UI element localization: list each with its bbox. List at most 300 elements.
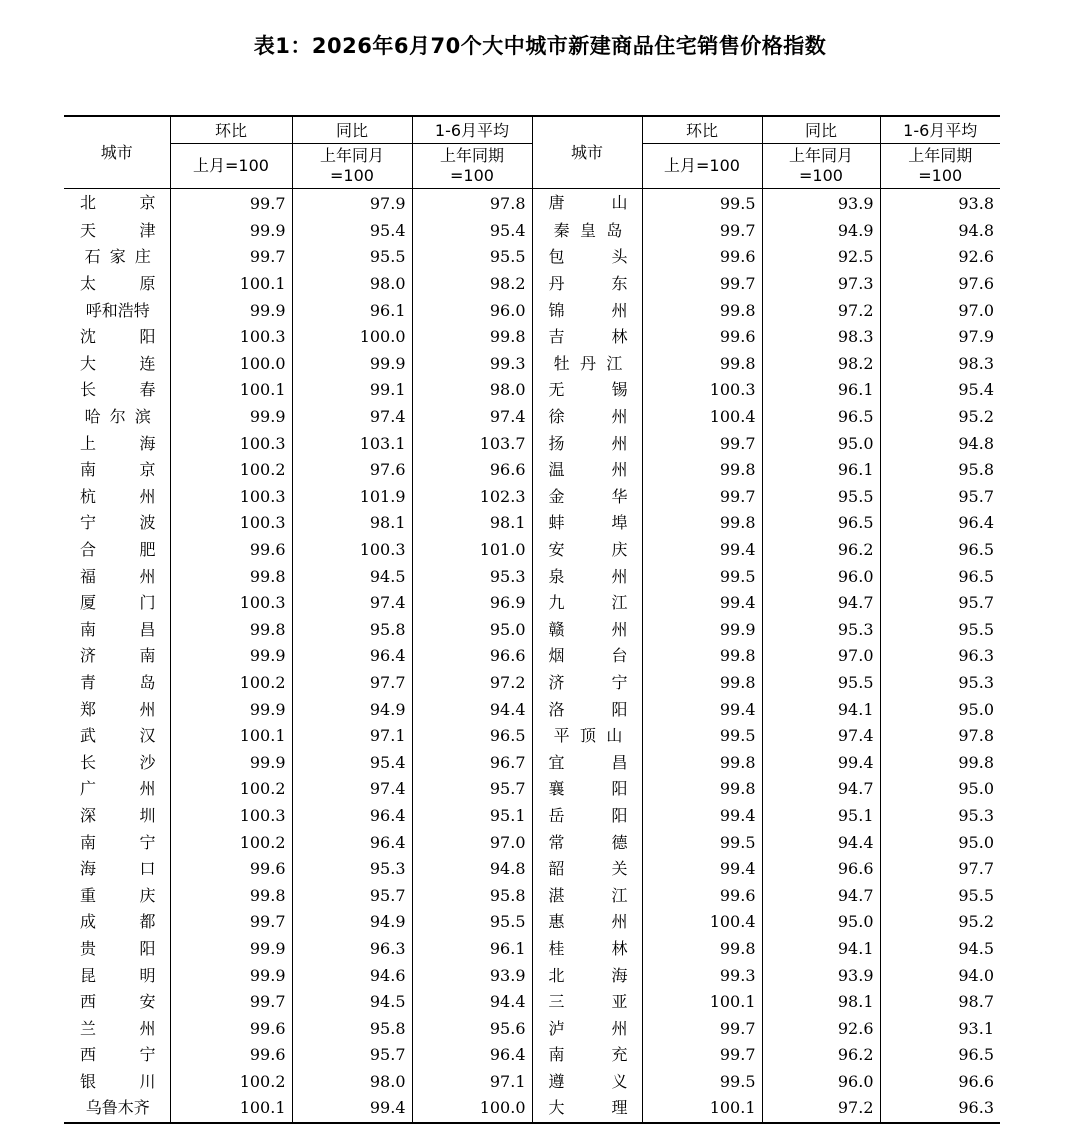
city-cell-left xyxy=(64,404,170,431)
city-cell-right xyxy=(532,189,642,218)
table-row xyxy=(64,351,1000,378)
header-city-left: 城市 xyxy=(64,116,170,189)
avg-value-left: 97.0 xyxy=(412,829,532,856)
avg-value-right: 95.7 xyxy=(880,590,1000,617)
avg-value-left: 96.7 xyxy=(412,749,532,776)
mom-value-left: 100.0 xyxy=(170,351,292,378)
mom-value-right: 99.6 xyxy=(642,324,762,351)
avg-value-left: 95.6 xyxy=(412,1015,532,1042)
header-avg-right: 1-6月平均 xyxy=(880,116,1000,144)
table-row xyxy=(64,962,1000,989)
yoy-value-left: 96.4 xyxy=(292,643,412,670)
yoy-value-left: 95.7 xyxy=(292,1042,412,1069)
avg-value-left: 95.5 xyxy=(412,909,532,936)
city-cell-right xyxy=(532,1015,642,1042)
city-name: 岳 阳 xyxy=(548,805,628,825)
mom-value-right: 100.1 xyxy=(642,1095,762,1123)
yoy-value-right: 94.9 xyxy=(762,218,880,245)
city-cell-right xyxy=(532,723,642,750)
city-cell-right xyxy=(532,351,642,378)
yoy-value-right: 96.5 xyxy=(762,404,880,431)
city-name: 西 宁 xyxy=(80,1045,156,1065)
city-name: 北 海 xyxy=(548,965,628,985)
yoy-value-right: 97.0 xyxy=(762,643,880,670)
city-name: 襄 阳 xyxy=(548,779,628,799)
header-yoy-left: 同比 xyxy=(292,116,412,144)
avg-value-right: 97.0 xyxy=(880,297,1000,324)
yoy-value-right: 96.6 xyxy=(762,856,880,883)
city-cell-right xyxy=(532,936,642,963)
city-name: 三 亚 xyxy=(548,992,628,1012)
yoy-value-right: 97.3 xyxy=(762,271,880,298)
city-cell-right xyxy=(532,882,642,909)
avg-value-left: 97.8 xyxy=(412,189,532,218)
avg-value-right: 97.6 xyxy=(880,271,1000,298)
mom-value-left: 99.8 xyxy=(170,882,292,909)
city-cell-left xyxy=(64,803,170,830)
avg-value-right: 97.9 xyxy=(880,324,1000,351)
yoy-value-left: 95.5 xyxy=(292,244,412,271)
avg-value-left: 102.3 xyxy=(412,484,532,511)
avg-value-left: 94.4 xyxy=(412,696,532,723)
city-cell-left xyxy=(64,882,170,909)
yoy-value-right: 96.2 xyxy=(762,537,880,564)
table-row xyxy=(64,457,1000,484)
city-name: 丹 东 xyxy=(548,274,628,294)
city-cell-right xyxy=(532,271,642,298)
city-cell-left xyxy=(64,537,170,564)
avg-value-right: 95.3 xyxy=(880,670,1000,697)
avg-value-right: 96.5 xyxy=(880,1042,1000,1069)
mom-value-left: 99.7 xyxy=(170,244,292,271)
city-cell-right xyxy=(532,829,642,856)
mom-value-left: 99.9 xyxy=(170,297,292,324)
avg-value-left: 95.3 xyxy=(412,563,532,590)
mom-value-right: 99.4 xyxy=(642,803,762,830)
table-row xyxy=(64,723,1000,750)
city-name: 韶 关 xyxy=(548,859,628,879)
city-cell-right xyxy=(532,803,642,830)
avg-value-left: 98.2 xyxy=(412,271,532,298)
yoy-value-left: 98.1 xyxy=(292,510,412,537)
mom-value-right: 99.5 xyxy=(642,563,762,590)
yoy-value-left: 96.1 xyxy=(292,297,412,324)
yoy-value-right: 96.0 xyxy=(762,563,880,590)
yoy-value-right: 97.2 xyxy=(762,297,880,324)
table-row xyxy=(64,617,1000,644)
mom-value-left: 100.1 xyxy=(170,723,292,750)
yoy-value-right: 96.1 xyxy=(762,457,880,484)
yoy-value-right: 95.0 xyxy=(762,430,880,457)
city-cell-left xyxy=(64,989,170,1016)
yoy-value-left: 98.0 xyxy=(292,1069,412,1096)
mom-value-right: 99.5 xyxy=(642,723,762,750)
city-cell-right xyxy=(532,244,642,271)
header-avg-left: 1-6月平均 xyxy=(412,116,532,144)
avg-value-left: 94.8 xyxy=(412,856,532,883)
city-cell-left xyxy=(64,696,170,723)
city-cell-left xyxy=(64,510,170,537)
mom-value-left: 99.8 xyxy=(170,617,292,644)
avg-value-left: 97.2 xyxy=(412,670,532,697)
yoy-value-left: 97.4 xyxy=(292,590,412,617)
city-cell-right xyxy=(532,1095,642,1123)
city-cell-left xyxy=(64,297,170,324)
city-name: 西 安 xyxy=(80,992,156,1012)
avg-value-right: 95.7 xyxy=(880,484,1000,511)
mom-value-left: 99.9 xyxy=(170,404,292,431)
city-name: 上 海 xyxy=(80,433,156,453)
yoy-value-right: 94.7 xyxy=(762,776,880,803)
city-cell-left xyxy=(64,776,170,803)
city-cell-right xyxy=(532,484,642,511)
mom-value-left: 99.9 xyxy=(170,962,292,989)
city-name: 唐 山 xyxy=(548,193,628,213)
yoy-value-right: 97.2 xyxy=(762,1095,880,1123)
city-name: 常 德 xyxy=(548,832,628,852)
mom-value-right: 99.5 xyxy=(642,189,762,218)
yoy-value-left: 94.5 xyxy=(292,563,412,590)
city-name: 乌鲁木齐 xyxy=(85,1098,150,1118)
subheader-yoy-right-line2: =100 xyxy=(799,166,843,185)
city-cell-right xyxy=(532,643,642,670)
yoy-value-left: 97.7 xyxy=(292,670,412,697)
city-cell-right xyxy=(532,776,642,803)
yoy-value-right: 99.4 xyxy=(762,749,880,776)
city-cell-left xyxy=(64,563,170,590)
city-cell-right xyxy=(532,909,642,936)
city-name: 深 圳 xyxy=(80,805,156,825)
city-cell-left xyxy=(64,829,170,856)
city-name: 烟 台 xyxy=(548,646,628,666)
table-row xyxy=(64,909,1000,936)
city-cell-right xyxy=(532,563,642,590)
yoy-value-left: 95.3 xyxy=(292,856,412,883)
yoy-value-left: 94.6 xyxy=(292,962,412,989)
yoy-value-right: 95.5 xyxy=(762,670,880,697)
table-row xyxy=(64,989,1000,1016)
mom-value-right: 99.5 xyxy=(642,829,762,856)
city-cell-right xyxy=(532,696,642,723)
mom-value-left: 100.3 xyxy=(170,510,292,537)
city-cell-left xyxy=(64,856,170,883)
city-cell-left xyxy=(64,189,170,218)
city-cell-right xyxy=(532,404,642,431)
yoy-value-left: 95.8 xyxy=(292,1015,412,1042)
table-body xyxy=(64,189,1000,1123)
mom-value-left: 100.2 xyxy=(170,1069,292,1096)
table-row xyxy=(64,218,1000,245)
avg-value-left: 95.7 xyxy=(412,776,532,803)
city-cell-left xyxy=(64,1015,170,1042)
city-cell-right xyxy=(532,324,642,351)
yoy-value-left: 99.9 xyxy=(292,351,412,378)
table-row xyxy=(64,670,1000,697)
avg-value-right: 93.1 xyxy=(880,1015,1000,1042)
mom-value-right: 99.8 xyxy=(642,670,762,697)
avg-value-left: 98.1 xyxy=(412,510,532,537)
subheader-avg-left-line1: 上年同期 xyxy=(439,146,504,165)
yoy-value-right: 94.4 xyxy=(762,829,880,856)
city-name: 济 宁 xyxy=(548,672,628,692)
city-name: 南 充 xyxy=(548,1045,628,1065)
table-row xyxy=(64,882,1000,909)
city-cell-right xyxy=(532,590,642,617)
mom-value-right: 99.8 xyxy=(642,351,762,378)
header-mom-left: 环比 xyxy=(170,116,292,144)
subheader-yoy-left-line1: 上年同月 xyxy=(319,146,384,165)
yoy-value-left: 95.4 xyxy=(292,218,412,245)
avg-value-left: 95.1 xyxy=(412,803,532,830)
city-cell-left xyxy=(64,909,170,936)
subheader-mom-right: 上月=100 xyxy=(642,144,762,189)
mom-value-right: 99.8 xyxy=(642,936,762,963)
table-row xyxy=(64,1015,1000,1042)
avg-value-left: 103.7 xyxy=(412,430,532,457)
city-name: 南 昌 xyxy=(80,619,156,639)
city-cell-left xyxy=(64,962,170,989)
avg-value-right: 96.5 xyxy=(880,537,1000,564)
avg-value-right: 95.3 xyxy=(880,803,1000,830)
yoy-value-left: 100.0 xyxy=(292,324,412,351)
city-cell-left xyxy=(64,723,170,750)
mom-value-left: 100.1 xyxy=(170,1095,292,1123)
avg-value-right: 98.7 xyxy=(880,989,1000,1016)
yoy-value-right: 94.1 xyxy=(762,936,880,963)
avg-value-right: 95.5 xyxy=(880,617,1000,644)
table-row xyxy=(64,563,1000,590)
avg-value-left: 95.4 xyxy=(412,218,532,245)
avg-value-left: 99.3 xyxy=(412,351,532,378)
avg-value-right: 98.3 xyxy=(880,351,1000,378)
subheader-yoy-left xyxy=(292,144,412,189)
table-row xyxy=(64,776,1000,803)
mom-value-left: 99.9 xyxy=(170,749,292,776)
table-row xyxy=(64,1042,1000,1069)
city-name: 郑 州 xyxy=(80,699,156,719)
mom-value-left: 99.9 xyxy=(170,936,292,963)
city-name: 重 庆 xyxy=(80,885,156,905)
city-cell-left xyxy=(64,377,170,404)
mom-value-left: 100.2 xyxy=(170,457,292,484)
city-name: 徐 州 xyxy=(548,407,628,427)
city-cell-right xyxy=(532,617,642,644)
table-row xyxy=(64,856,1000,883)
avg-value-right: 94.0 xyxy=(880,962,1000,989)
mom-value-left: 99.7 xyxy=(170,189,292,218)
city-name: 长 沙 xyxy=(80,752,156,772)
city-name: 蚌 埠 xyxy=(548,513,628,533)
avg-value-right: 92.6 xyxy=(880,244,1000,271)
subheader-yoy-right xyxy=(762,144,880,189)
city-name: 湛 江 xyxy=(548,885,628,905)
avg-value-left: 96.9 xyxy=(412,590,532,617)
city-name: 秦 皇 岛 xyxy=(553,220,623,240)
city-name: 海 口 xyxy=(80,859,156,879)
city-name: 无 锡 xyxy=(548,380,628,400)
yoy-value-left: 96.3 xyxy=(292,936,412,963)
avg-value-right: 95.0 xyxy=(880,829,1000,856)
avg-value-left: 97.1 xyxy=(412,1069,532,1096)
table-row xyxy=(64,484,1000,511)
yoy-value-left: 97.9 xyxy=(292,189,412,218)
avg-value-left: 95.8 xyxy=(412,882,532,909)
city-cell-right xyxy=(532,962,642,989)
table-row xyxy=(64,590,1000,617)
city-cell-left xyxy=(64,430,170,457)
yoy-value-right: 93.9 xyxy=(762,962,880,989)
yoy-value-right: 92.5 xyxy=(762,244,880,271)
city-name: 桂 林 xyxy=(548,938,628,958)
table-row xyxy=(64,244,1000,271)
city-cell-left xyxy=(64,457,170,484)
table-row xyxy=(64,749,1000,776)
mom-value-right: 99.8 xyxy=(642,297,762,324)
city-name: 青 岛 xyxy=(80,672,156,692)
yoy-value-left: 98.0 xyxy=(292,271,412,298)
city-name: 平 顶 山 xyxy=(553,726,623,746)
mom-value-right: 99.7 xyxy=(642,430,762,457)
avg-value-right: 95.0 xyxy=(880,696,1000,723)
avg-value-right: 96.3 xyxy=(880,1095,1000,1123)
header-city-right: 城市 xyxy=(532,116,642,189)
city-cell-left xyxy=(64,271,170,298)
mom-value-left: 100.3 xyxy=(170,590,292,617)
mom-value-right: 99.6 xyxy=(642,244,762,271)
subheader-avg-right-line2: =100 xyxy=(918,166,963,185)
yoy-value-right: 97.4 xyxy=(762,723,880,750)
city-name: 厦 门 xyxy=(80,593,156,613)
yoy-value-right: 95.0 xyxy=(762,909,880,936)
avg-value-right: 95.2 xyxy=(880,404,1000,431)
city-name: 宁 波 xyxy=(80,513,156,533)
yoy-value-left: 97.6 xyxy=(292,457,412,484)
mom-value-right: 99.8 xyxy=(642,749,762,776)
yoy-value-right: 92.6 xyxy=(762,1015,880,1042)
avg-value-left: 95.5 xyxy=(412,244,532,271)
mom-value-right: 100.1 xyxy=(642,989,762,1016)
city-cell-right xyxy=(532,1069,642,1096)
yoy-value-right: 98.2 xyxy=(762,351,880,378)
avg-value-right: 95.0 xyxy=(880,776,1000,803)
yoy-value-right: 93.9 xyxy=(762,189,880,218)
city-cell-left xyxy=(64,1069,170,1096)
mom-value-left: 100.2 xyxy=(170,829,292,856)
avg-value-right: 97.8 xyxy=(880,723,1000,750)
mom-value-left: 100.2 xyxy=(170,670,292,697)
avg-value-right: 96.4 xyxy=(880,510,1000,537)
mom-value-left: 100.1 xyxy=(170,271,292,298)
mom-value-left: 100.3 xyxy=(170,430,292,457)
avg-value-left: 93.9 xyxy=(412,962,532,989)
yoy-value-left: 99.1 xyxy=(292,377,412,404)
mom-value-left: 100.1 xyxy=(170,377,292,404)
city-name: 石 家 庄 xyxy=(84,247,151,267)
mom-value-left: 99.9 xyxy=(170,696,292,723)
city-name: 安 庆 xyxy=(548,540,628,560)
avg-value-left: 99.8 xyxy=(412,324,532,351)
table-row xyxy=(64,297,1000,324)
city-name: 宜 昌 xyxy=(548,752,628,772)
city-name: 包 头 xyxy=(548,247,628,267)
city-name: 大 理 xyxy=(548,1098,628,1118)
yoy-value-left: 94.9 xyxy=(292,696,412,723)
city-name: 泉 州 xyxy=(548,566,628,586)
avg-value-right: 96.5 xyxy=(880,563,1000,590)
city-name: 长 春 xyxy=(80,380,156,400)
avg-value-right: 94.8 xyxy=(880,430,1000,457)
city-cell-left xyxy=(64,484,170,511)
header-yoy-right: 同比 xyxy=(762,116,880,144)
table-row xyxy=(64,510,1000,537)
city-cell-right xyxy=(532,218,642,245)
yoy-value-left: 101.9 xyxy=(292,484,412,511)
avg-value-right: 94.8 xyxy=(880,218,1000,245)
avg-value-left: 96.4 xyxy=(412,1042,532,1069)
avg-value-right: 95.5 xyxy=(880,882,1000,909)
yoy-value-right: 96.2 xyxy=(762,1042,880,1069)
price-index-table xyxy=(64,115,1000,1124)
table-row xyxy=(64,936,1000,963)
mom-value-right: 99.7 xyxy=(642,218,762,245)
avg-value-right: 94.5 xyxy=(880,936,1000,963)
city-name: 遵 义 xyxy=(548,1071,628,1091)
yoy-value-right: 95.1 xyxy=(762,803,880,830)
yoy-value-left: 99.4 xyxy=(292,1095,412,1123)
mom-value-left: 99.9 xyxy=(170,643,292,670)
mom-value-right: 99.7 xyxy=(642,1015,762,1042)
city-name: 沈 阳 xyxy=(80,327,156,347)
mom-value-right: 99.4 xyxy=(642,590,762,617)
subheader-mom-left: 上月=100 xyxy=(170,144,292,189)
city-cell-right xyxy=(532,457,642,484)
yoy-value-left: 96.4 xyxy=(292,803,412,830)
city-name: 扬 州 xyxy=(548,433,628,453)
city-name: 天 津 xyxy=(80,220,156,240)
subheader-yoy-left-line2: =100 xyxy=(330,166,374,185)
mom-value-right: 100.4 xyxy=(642,909,762,936)
yoy-value-left: 103.1 xyxy=(292,430,412,457)
city-cell-left xyxy=(64,324,170,351)
mom-value-left: 99.7 xyxy=(170,909,292,936)
city-cell-right xyxy=(532,297,642,324)
mom-value-left: 100.3 xyxy=(170,324,292,351)
city-name: 哈 尔 滨 xyxy=(84,407,151,427)
city-cell-right xyxy=(532,510,642,537)
page-title: 表1：2026年6月70个大中城市新建商品住宅销售价格指数 xyxy=(253,34,827,58)
yoy-value-right: 96.5 xyxy=(762,510,880,537)
avg-value-right: 96.3 xyxy=(880,643,1000,670)
yoy-value-left: 96.4 xyxy=(292,829,412,856)
mom-value-right: 99.9 xyxy=(642,617,762,644)
mom-value-left: 100.2 xyxy=(170,776,292,803)
city-name: 兰 州 xyxy=(80,1018,156,1038)
mom-value-right: 99.7 xyxy=(642,1042,762,1069)
subheader-avg-left xyxy=(412,144,532,189)
city-cell-left xyxy=(64,670,170,697)
subheader-yoy-right-line1: 上年同月 xyxy=(788,146,853,165)
avg-value-right: 99.8 xyxy=(880,749,1000,776)
city-name: 惠 州 xyxy=(548,912,628,932)
city-cell-right xyxy=(532,1042,642,1069)
table-row xyxy=(64,271,1000,298)
mom-value-right: 100.3 xyxy=(642,377,762,404)
avg-value-right: 97.7 xyxy=(880,856,1000,883)
city-name: 杭 州 xyxy=(80,486,156,506)
mom-value-right: 99.4 xyxy=(642,856,762,883)
city-name: 锦 州 xyxy=(548,300,628,320)
table-row xyxy=(64,1095,1000,1123)
